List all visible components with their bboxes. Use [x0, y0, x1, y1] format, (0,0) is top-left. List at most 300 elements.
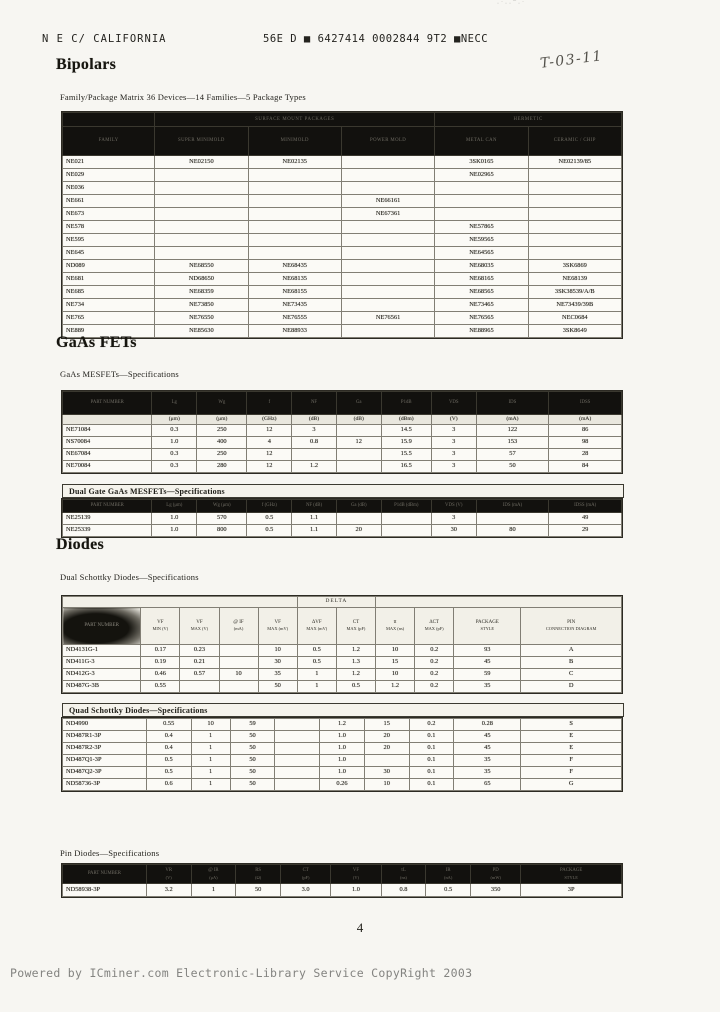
- value-cell: [341, 260, 434, 273]
- value-cell: 20: [364, 731, 409, 743]
- group-header: [63, 113, 155, 127]
- value-cell: 3.2: [146, 884, 191, 897]
- column-header: SUPER MINIMOLD: [155, 127, 248, 156]
- part-number-cell: ND487R1-3P: [63, 731, 147, 743]
- value-cell: 1.2: [292, 461, 337, 473]
- table-row: [63, 779, 622, 791]
- value-cell: 3: [431, 513, 476, 525]
- value-cell: [336, 449, 381, 461]
- value-cell: 0.5: [247, 525, 292, 537]
- part-number-cell: NE685: [63, 286, 155, 299]
- table-row: [63, 286, 622, 299]
- value-cell: NE68139: [528, 273, 621, 286]
- column-header: P1dB: [381, 392, 431, 415]
- value-cell: 0.2: [415, 657, 454, 669]
- value-cell: G: [521, 779, 622, 791]
- value-cell: 1.0: [320, 755, 365, 767]
- part-number-cell: ND487G-3B: [63, 681, 141, 693]
- table-row: [63, 743, 622, 755]
- value-cell: NE88965: [435, 325, 528, 338]
- value-cell: 1.1: [292, 513, 337, 525]
- value-cell: 0.55: [141, 681, 180, 693]
- value-cell: [341, 299, 434, 312]
- value-cell: 50: [230, 755, 275, 767]
- value-cell: 0.23: [180, 645, 219, 657]
- column-header: RS (Ω): [236, 865, 281, 884]
- value-cell: 35: [454, 681, 521, 693]
- value-cell: NE68165: [435, 273, 528, 286]
- value-cell: NE73439/39B: [528, 299, 621, 312]
- table-row: [63, 169, 622, 182]
- value-cell: 50: [230, 767, 275, 779]
- table-row: [63, 461, 622, 473]
- value-cell: [336, 513, 381, 525]
- value-cell: 10: [376, 645, 415, 657]
- dual-gate-mesfet-table: [62, 499, 622, 537]
- column-header: @ IF (mA): [219, 608, 258, 645]
- value-cell: 10: [219, 669, 258, 681]
- section-title-bipolars: Bipolars: [56, 56, 117, 73]
- table-row: [63, 273, 622, 286]
- column-header: VR (V): [146, 865, 191, 884]
- mesfet-caption: GaAs MESFETs—Specifications: [60, 369, 179, 379]
- column-header: VF MIN (V): [141, 608, 180, 645]
- value-cell: 0.1: [409, 755, 454, 767]
- value-cell: [341, 325, 434, 338]
- value-cell: 3SK0165: [435, 156, 528, 169]
- part-number-cell: NE734: [63, 299, 155, 312]
- dual-schottky-table: [62, 596, 622, 693]
- column-header: f: [247, 392, 292, 415]
- value-cell: [341, 221, 434, 234]
- value-cell: NE73435: [248, 299, 341, 312]
- column-header: CERAMIC / CHIP: [528, 127, 621, 156]
- value-cell: [528, 234, 621, 247]
- value-cell: [341, 286, 434, 299]
- bipolars-caption: Family/Package Matrix 36 Devices—14 Families—5 Package Types: [60, 92, 306, 102]
- value-cell: [336, 425, 381, 437]
- unit-cell: (dB): [336, 415, 381, 425]
- column-header: tt MAX (ns): [376, 608, 415, 645]
- value-cell: 350: [471, 884, 521, 897]
- column-header: ΔCT MAX (pF): [415, 608, 454, 645]
- value-cell: 3SK38539/A/B: [528, 286, 621, 299]
- value-cell: NE02139/85: [528, 156, 621, 169]
- column-header: @ IR (μA): [191, 865, 236, 884]
- value-cell: NE88933: [248, 325, 341, 338]
- value-cell: [275, 767, 320, 779]
- value-cell: 14.5: [381, 425, 431, 437]
- value-cell: NE02135: [248, 156, 341, 169]
- table-row: [63, 312, 622, 325]
- part-number-cell: ND58736-3P: [63, 779, 147, 791]
- column-header: IR (nA): [426, 865, 471, 884]
- value-cell: 0.1: [409, 731, 454, 743]
- value-cell: 1: [191, 731, 230, 743]
- value-cell: 50: [230, 731, 275, 743]
- table-row: [63, 669, 622, 681]
- part-number-cell: NE25339: [63, 525, 152, 537]
- part-number-cell: ND089: [63, 260, 155, 273]
- table-row: [63, 425, 622, 437]
- value-cell: 0.3: [152, 425, 197, 437]
- value-cell: NE66161: [341, 195, 434, 208]
- value-cell: S: [521, 719, 622, 731]
- value-cell: 0.5: [247, 513, 292, 525]
- value-cell: 400: [197, 437, 247, 449]
- section-title-gaas-fets: GaAs FETs: [56, 334, 137, 351]
- value-cell: 570: [197, 513, 247, 525]
- value-cell: E: [521, 743, 622, 755]
- part-number-cell: NE021: [63, 156, 155, 169]
- table-row: [63, 657, 622, 669]
- value-cell: 1: [191, 767, 230, 779]
- value-cell: [528, 169, 621, 182]
- value-cell: 57: [476, 449, 549, 461]
- value-cell: 45: [454, 731, 521, 743]
- value-cell: 1: [297, 681, 336, 693]
- part-number-cell: NE029: [63, 169, 155, 182]
- value-cell: 10: [258, 645, 297, 657]
- column-header: CT (pF): [281, 865, 331, 884]
- value-cell: NE68550: [155, 260, 248, 273]
- column-header: METAL CAN: [435, 127, 528, 156]
- value-cell: 0.8: [381, 884, 426, 897]
- part-number-cell: ND412G-3: [63, 669, 141, 681]
- table-row: [63, 437, 622, 449]
- value-cell: 0.2: [415, 681, 454, 693]
- value-cell: 1: [191, 884, 236, 897]
- value-cell: [336, 461, 381, 473]
- part-number-cell: ND411G-3: [63, 657, 141, 669]
- table-row: [63, 156, 622, 169]
- value-cell: 1.0: [152, 525, 197, 537]
- value-cell: 0.1: [409, 743, 454, 755]
- value-cell: NE68565: [435, 286, 528, 299]
- column-header: PART NUMBER: [63, 500, 152, 513]
- value-cell: [248, 247, 341, 260]
- value-cell: 93: [454, 645, 521, 657]
- value-cell: NE68359: [155, 286, 248, 299]
- column-header: PACKAGE STYLE: [454, 608, 521, 645]
- table-row: [63, 884, 622, 897]
- value-cell: ND68650: [155, 273, 248, 286]
- value-cell: 0.19: [141, 657, 180, 669]
- value-cell: 50: [258, 681, 297, 693]
- table-row: [63, 525, 622, 537]
- table-row: [63, 247, 622, 260]
- value-cell: 1.0: [320, 731, 365, 743]
- value-cell: 84: [549, 461, 622, 473]
- value-cell: 1.0: [320, 767, 365, 779]
- scan-edge-artifact: ·˙··¯·˙: [497, 1, 526, 7]
- part-number-cell: NE578: [63, 221, 155, 234]
- value-cell: 0.2: [415, 645, 454, 657]
- value-cell: 1.2: [336, 645, 375, 657]
- dual-gate-mesfet-title: Dual Gate GaAs MESFETs—Specifications: [62, 484, 624, 498]
- part-number-cell: NS70084: [63, 437, 152, 449]
- value-cell: [180, 681, 219, 693]
- value-cell: 98: [549, 437, 622, 449]
- part-number-cell: NE889: [63, 325, 155, 338]
- value-cell: 3: [431, 449, 476, 461]
- value-cell: NE85630: [155, 325, 248, 338]
- unit-cell: (μm): [197, 415, 247, 425]
- column-header: PART NUMBER: [63, 392, 152, 415]
- value-cell: NEC0684: [528, 312, 621, 325]
- value-cell: [155, 182, 248, 195]
- value-cell: [275, 719, 320, 731]
- document-code: 56E D ■ 6427414 0002844 9T2 ■NECC: [263, 33, 489, 45]
- quad-schottky-table: [62, 718, 622, 791]
- unit-cell: [63, 415, 152, 425]
- value-cell: [248, 234, 341, 247]
- value-cell: 80: [476, 525, 549, 537]
- value-cell: [381, 525, 431, 537]
- column-header: VDS: [431, 392, 476, 415]
- part-number-cell: ND487R2-3P: [63, 743, 147, 755]
- value-cell: 50: [476, 461, 549, 473]
- value-cell: 800: [197, 525, 247, 537]
- value-cell: 12: [247, 425, 292, 437]
- value-cell: 250: [197, 449, 247, 461]
- part-number-cell: NE71084: [63, 425, 152, 437]
- value-cell: 250: [197, 425, 247, 437]
- value-cell: 0.3: [152, 449, 197, 461]
- value-cell: [155, 169, 248, 182]
- value-cell: 10: [376, 669, 415, 681]
- value-cell: [219, 681, 258, 693]
- value-cell: 50: [236, 884, 281, 897]
- value-cell: [292, 449, 337, 461]
- value-cell: 3: [292, 425, 337, 437]
- value-cell: [155, 195, 248, 208]
- value-cell: 45: [454, 657, 521, 669]
- watermark-text: Powered by ICminer.com Electronic-Library Service CopyRight 2003: [10, 966, 473, 980]
- value-cell: 0.28: [454, 719, 521, 731]
- value-cell: 1.1: [292, 525, 337, 537]
- quad-schottky-title: Quad Schottky Diodes—Specifications: [62, 703, 624, 717]
- value-cell: 0.8: [292, 437, 337, 449]
- column-header: Ga: [336, 392, 381, 415]
- value-cell: 1.0: [152, 513, 197, 525]
- value-cell: 59: [230, 719, 275, 731]
- column-header: VF (V): [331, 865, 381, 884]
- unit-cell: (dBm): [381, 415, 431, 425]
- value-cell: [275, 731, 320, 743]
- value-cell: 28: [549, 449, 622, 461]
- manufacturer-label: N E C/ CALIFORNIA: [42, 33, 167, 45]
- value-cell: 35: [258, 669, 297, 681]
- part-number-cell: NE661: [63, 195, 155, 208]
- column-header: VF MAX (V): [180, 608, 219, 645]
- value-cell: 1: [191, 779, 230, 791]
- value-cell: 12: [247, 461, 292, 473]
- value-cell: [341, 234, 434, 247]
- table-row: [63, 731, 622, 743]
- table-row: [63, 260, 622, 273]
- value-cell: 15.9: [381, 437, 431, 449]
- value-cell: 20: [364, 743, 409, 755]
- value-cell: 12: [247, 449, 292, 461]
- bipolars-family-package-table: [62, 112, 622, 338]
- unit-cell: (dB): [292, 415, 337, 425]
- value-cell: 0.5: [146, 767, 191, 779]
- value-cell: 3.0: [281, 884, 331, 897]
- value-cell: [248, 195, 341, 208]
- value-cell: [435, 195, 528, 208]
- value-cell: 12: [336, 437, 381, 449]
- value-cell: [341, 156, 434, 169]
- value-cell: 3SK6869: [528, 260, 621, 273]
- value-cell: [528, 208, 621, 221]
- value-cell: [341, 247, 434, 260]
- value-cell: 1.2: [320, 719, 365, 731]
- value-cell: 1.2: [336, 669, 375, 681]
- value-cell: NE76550: [155, 312, 248, 325]
- pin-diodes-caption: Pin Diodes—Specifications: [60, 848, 160, 858]
- table-row: [63, 299, 622, 312]
- value-cell: 30: [258, 657, 297, 669]
- value-cell: [341, 182, 434, 195]
- unit-cell: (mA): [476, 415, 549, 425]
- value-cell: NE76565: [435, 312, 528, 325]
- group-header: DELTA: [297, 597, 375, 608]
- part-number-cell: ND4131G-1: [63, 645, 141, 657]
- value-cell: F: [521, 767, 622, 779]
- unit-cell: (μm): [152, 415, 197, 425]
- value-cell: 0.26: [320, 779, 365, 791]
- group-header: [376, 597, 622, 608]
- value-cell: 45: [454, 743, 521, 755]
- value-cell: 0.17: [141, 645, 180, 657]
- value-cell: [219, 657, 258, 669]
- value-cell: [528, 195, 621, 208]
- column-header: Lg: [152, 392, 197, 415]
- value-cell: NE68155: [248, 286, 341, 299]
- value-cell: 15.5: [381, 449, 431, 461]
- value-cell: 0.2: [415, 669, 454, 681]
- value-cell: NE68135: [248, 273, 341, 286]
- mesfet-spec-table: [62, 391, 622, 473]
- value-cell: 0.5: [146, 755, 191, 767]
- value-cell: 30: [431, 525, 476, 537]
- value-cell: [435, 208, 528, 221]
- value-cell: 0.6: [146, 779, 191, 791]
- value-cell: B: [521, 657, 622, 669]
- column-header: VDS (V): [431, 500, 476, 513]
- part-number-cell: ND58938-3P: [63, 884, 147, 897]
- value-cell: C: [521, 669, 622, 681]
- value-cell: NE64565: [435, 247, 528, 260]
- column-header: PART NUMBER: [63, 865, 147, 884]
- value-cell: 4: [247, 437, 292, 449]
- value-cell: [341, 273, 434, 286]
- column-header: IDSS: [549, 392, 622, 415]
- value-cell: 30: [364, 767, 409, 779]
- column-header: NF (dB): [292, 500, 337, 513]
- value-cell: NE02965: [435, 169, 528, 182]
- table-row: [63, 208, 622, 221]
- section-title-diodes: Diodes: [56, 536, 105, 553]
- value-cell: 1.0: [320, 743, 365, 755]
- value-cell: [248, 182, 341, 195]
- value-cell: [381, 513, 431, 525]
- value-cell: NE76555: [248, 312, 341, 325]
- column-header: FAMILY: [63, 127, 155, 156]
- value-cell: 0.21: [180, 657, 219, 669]
- value-cell: 0.2: [409, 719, 454, 731]
- value-cell: [155, 208, 248, 221]
- column-header: IDS (mA): [476, 500, 549, 513]
- part-number-cell: NE25139: [63, 513, 152, 525]
- pin-diodes-table: [62, 864, 622, 897]
- column-header: PD (mW): [471, 865, 521, 884]
- value-cell: F: [521, 755, 622, 767]
- value-cell: [275, 755, 320, 767]
- value-cell: 153: [476, 437, 549, 449]
- value-cell: 59: [454, 669, 521, 681]
- table-row: [63, 449, 622, 461]
- column-header: ΔVF MAX (mV): [297, 608, 336, 645]
- column-header: NF: [292, 392, 337, 415]
- value-cell: 1.2: [376, 681, 415, 693]
- value-cell: NE68035: [435, 260, 528, 273]
- value-cell: 0.4: [146, 731, 191, 743]
- value-cell: 0.46: [141, 669, 180, 681]
- value-cell: 20: [336, 525, 381, 537]
- value-cell: D: [521, 681, 622, 693]
- value-cell: 1: [297, 669, 336, 681]
- unit-cell: (GHz): [247, 415, 292, 425]
- table-row: [63, 182, 622, 195]
- value-cell: NE73465: [435, 299, 528, 312]
- value-cell: 1: [191, 755, 230, 767]
- value-cell: 0.1: [409, 767, 454, 779]
- value-cell: [155, 221, 248, 234]
- part-number-cell: NE681: [63, 273, 155, 286]
- value-cell: 10: [364, 779, 409, 791]
- part-number-cell: ND4990: [63, 719, 147, 731]
- value-cell: 3: [431, 461, 476, 473]
- column-header: Wg: [197, 392, 247, 415]
- column-header: τL (ns): [381, 865, 426, 884]
- column-header: PART NUMBER: [63, 608, 141, 645]
- column-header: IDSS (mA): [549, 500, 622, 513]
- value-cell: 3: [431, 425, 476, 437]
- value-cell: 50: [230, 743, 275, 755]
- value-cell: [364, 755, 409, 767]
- value-cell: 15: [376, 657, 415, 669]
- column-header: PACKAGE STYLE: [521, 865, 622, 884]
- value-cell: NE02150: [155, 156, 248, 169]
- column-header: f (GHz): [247, 500, 292, 513]
- value-cell: 29: [549, 525, 622, 537]
- value-cell: [341, 169, 434, 182]
- group-header: HERMETIC: [435, 113, 622, 127]
- value-cell: 0.5: [297, 645, 336, 657]
- unit-cell: (V): [431, 415, 476, 425]
- page-number: 4: [356, 920, 364, 935]
- value-cell: NE57865: [435, 221, 528, 234]
- table-row: [63, 221, 622, 234]
- value-cell: [435, 182, 528, 195]
- group-header: [63, 597, 298, 608]
- value-cell: [528, 182, 621, 195]
- document-code-line: [0, 33, 720, 47]
- column-header: IDS: [476, 392, 549, 415]
- value-cell: [248, 208, 341, 221]
